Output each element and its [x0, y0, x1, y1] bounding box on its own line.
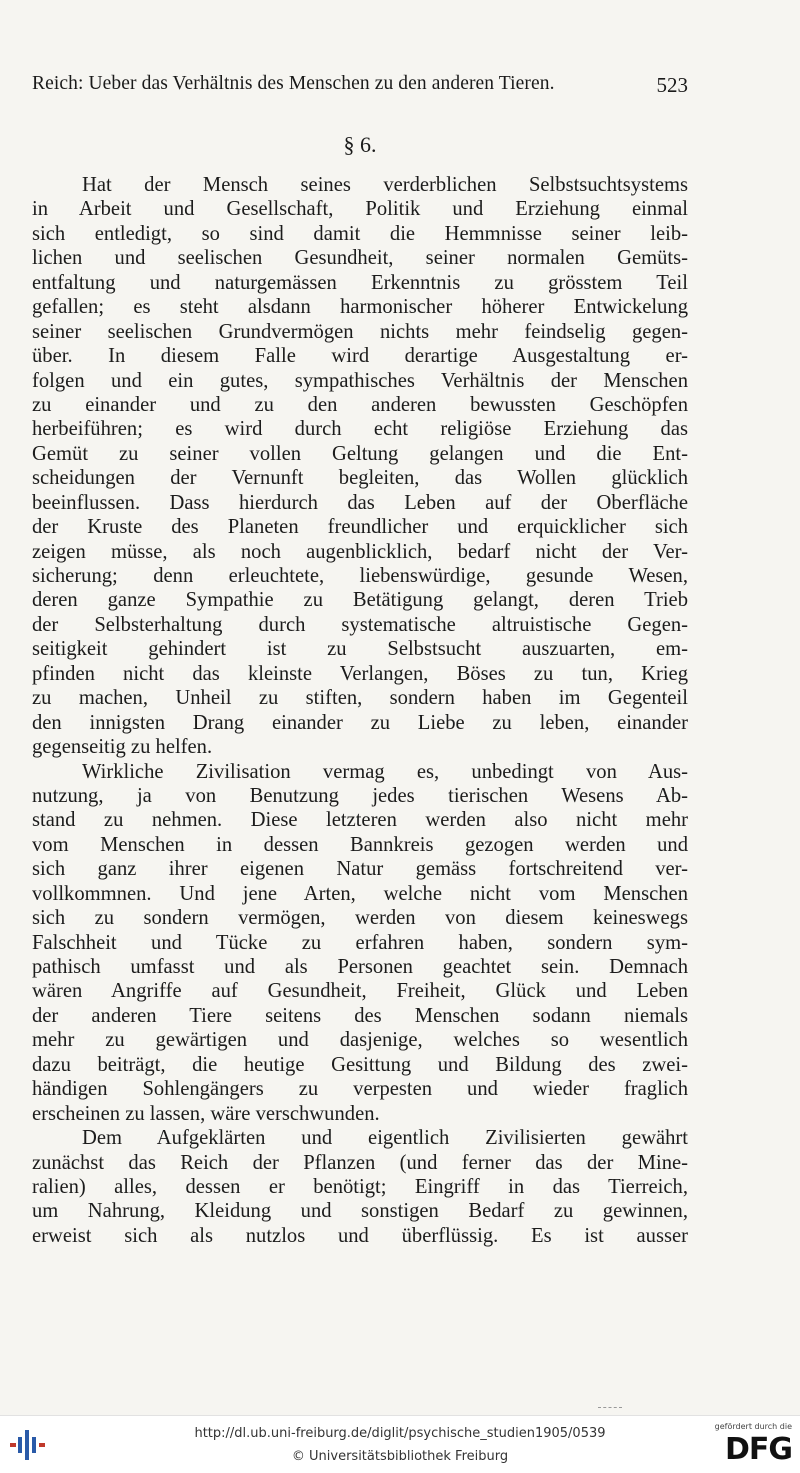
text-line: scheidungen der Vernunft begleiten, das Wollen glücklich — [32, 467, 688, 490]
text-line: Dem Aufgeklärten und eigentlich Zivilisierten gewährt — [82, 1127, 688, 1150]
text-line: mehr zu gewärtigen und dasjenige, welches so wesentlich — [32, 1029, 688, 1052]
funder-logo — [706, 1422, 792, 1470]
text-line: dazu beiträgt, die heutige Gesittung und Bildung des zwei- — [32, 1053, 688, 1076]
text-line: zeigen müsse, als noch augenblicklich, bedarf nicht der Ver- — [32, 540, 688, 563]
text-line: gegenseitig zu helfen. — [32, 736, 213, 759]
text-line: seitigkeit gehindert ist zu Selbstsucht auszuarten, em- — [32, 638, 688, 661]
text-line: sicherung; denn erleuchtete, liebenswürdige, gesunde Wesen, — [32, 565, 688, 587]
text-line: erscheinen zu lassen, wäre verschwunden. — [32, 1102, 380, 1125]
text-line: zu machen, Unheil zu stiften, sondern haben im Gegenteil — [32, 687, 688, 710]
text-line: den innigsten Drang einander zu Liebe zu leben, einander — [32, 711, 688, 734]
viewer-footer — [0, 1415, 800, 1473]
section-heading: § 6. — [343, 132, 377, 157]
funder-caption: gefördert durch die — [714, 1422, 792, 1431]
text-line: ralien) alles, dessen er benötigt; Eingriff in das Tierreich, — [32, 1175, 688, 1198]
permalink-url[interactable]: http://dl.ub.uni-freiburg.de/diglit/psychische_studien1905/0539 — [194, 1426, 606, 1441]
text-line: sich zu sondern vermögen, werden von diesem keineswegs — [32, 907, 688, 930]
text-line: Wirkliche Zivilisation vermag es, unbedingt von Aus- — [82, 760, 688, 783]
text-line: händigen Sohlengängers zu verpesten und wieder fraglich — [32, 1078, 688, 1101]
text-line: beeinflussen. Dass hierdurch das Leben auf der Oberfläche — [32, 491, 688, 514]
text-line: entfaltung und naturgemässen Erkenntnis zu grösstem Teil — [32, 271, 688, 294]
text-line: vom Menschen in dessen Bannkreis gezogen werden und — [32, 833, 688, 856]
text-line: pfinden nicht das kleinste Verlangen, Böses zu tun, Krieg — [32, 662, 688, 685]
text-line: der anderen Tiere seitens des Menschen sodann niemals — [32, 1004, 688, 1027]
text-line: wären Angriffe auf Gesundheit, Freiheit, Glück und Leben — [32, 980, 688, 1003]
body-text — [32, 173, 688, 1248]
text-line: nutzung, ja von Benutzung jedes tierischen Wesens Ab- — [32, 784, 688, 807]
text-line: um Nahrung, Kleidung und sonstigen Bedarf zu gewinnen, — [32, 1200, 688, 1223]
text-line: Hat der Mensch seines verderblichen Selbstsuchtsystems — [82, 174, 688, 196]
text-line: der Kruste des Planeten freundlicher und erquicklicher sich — [32, 516, 688, 539]
text-line: sich entledigt, so sind damit die Hemmnisse seiner leib- — [32, 222, 688, 245]
running-head — [32, 73, 688, 99]
text-line: folgen und ein gutes, sympathisches Verhältnis der Menschen — [32, 369, 688, 392]
text-line: Gemüt zu seiner vollen Geltung gelangen und die Ent- — [32, 442, 688, 465]
text-line: der Selbsterhaltung durch systematische altruistische Gegen- — [32, 613, 688, 636]
text-line: zu einander und zu den anderen bewussten Geschöpfen — [32, 393, 688, 416]
dfg-logo: DFG — [724, 1432, 792, 1467]
text-line: Falschheit und Tücke zu erfahren haben, sondern sym- — [32, 931, 688, 954]
text-line: sich ganz ihrer eigenen Natur gemäss fortschreitend ver- — [32, 858, 688, 881]
text-line: lichen und seelischen Gesundheit, seiner normalen Gemüts- — [32, 247, 688, 270]
text-line: gefallen; es steht alsdann harmonischer höherer Entwickelung — [32, 296, 688, 319]
text-line: vollkommnen. Und jene Arten, welche nicht vom Menschen — [32, 882, 688, 905]
text-line: deren ganze Sympathie zu Betätigung gelangt, deren Trieb — [32, 589, 688, 612]
text-line: seiner seelischen Grundvermögen nichts mehr feindselig gegen- — [32, 320, 688, 343]
text-line: erweist sich als nutzlos und überflüssig. Es ist ausser — [32, 1224, 688, 1247]
text-line: in Arbeit und Gesellschaft, Politik und Erziehung einmal — [32, 198, 688, 221]
page-number: 523 — [656, 73, 688, 97]
text-line: über. In diesem Falle wird derartige Ausgestaltung er- — [32, 345, 688, 368]
text-line: herbeiführen; es wird durch echt religiöse Erziehung das — [32, 418, 688, 441]
copyright-notice: © Universitätsbibliothek Freiburg — [291, 1449, 509, 1464]
scan-mark — [598, 1407, 622, 1410]
text-line: pathisch umfasst und als Personen geachtet sein. Demnach — [32, 956, 688, 978]
text-line: stand zu nehmen. Diese letzteren werden also nicht mehr — [32, 809, 688, 832]
text-line: zunächst das Reich der Pflanzen (und ferner das der Mine- — [32, 1151, 688, 1174]
running-title: Reich: Ueber das Verhältnis des Menschen zu den anderen Tieren. — [32, 73, 555, 94]
